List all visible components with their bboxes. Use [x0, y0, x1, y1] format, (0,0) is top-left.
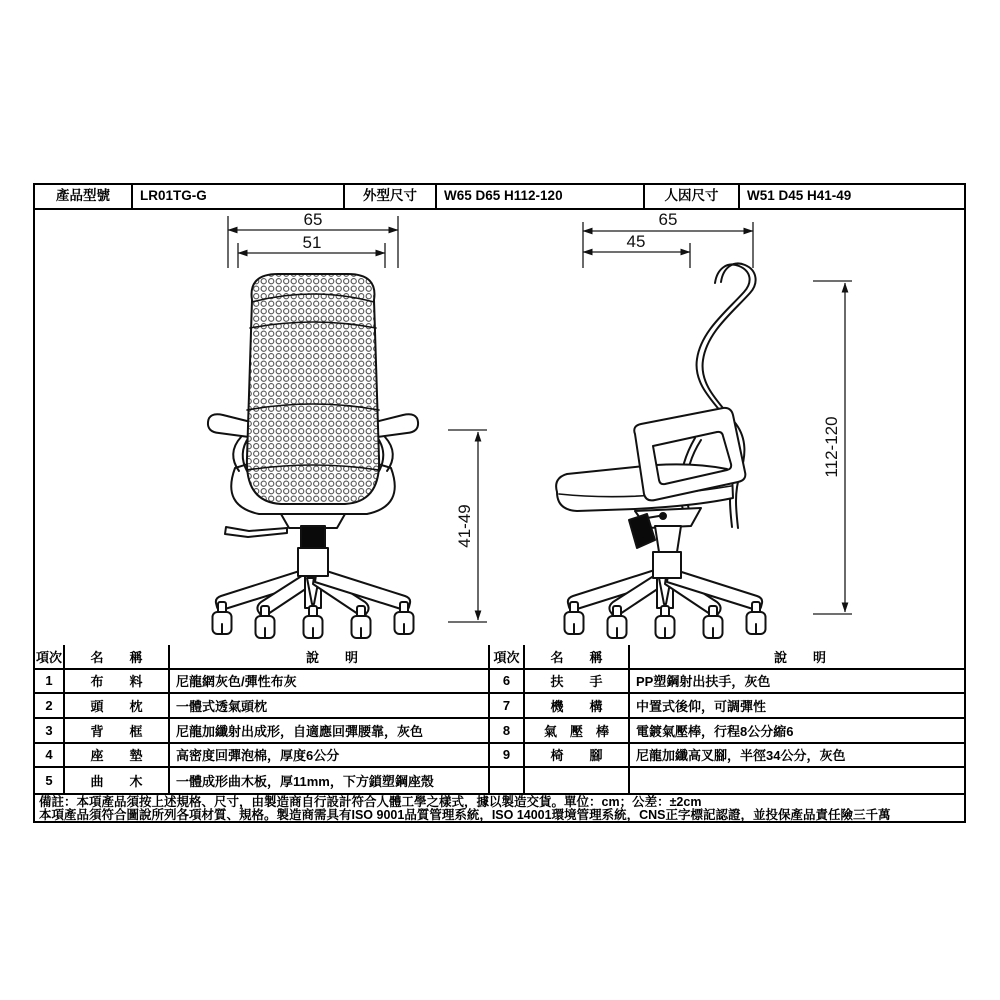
outer-size-value: W65 D65 H112-120: [437, 185, 645, 208]
seat-height-label: 41-49: [455, 504, 474, 548]
front-inner-width-label: 51: [302, 233, 322, 252]
row-no: 5: [35, 768, 65, 793]
row-desc: 一體成形曲木板，厚11mm，下方鎖塑鋼座殼: [170, 768, 490, 793]
row-name: 扶 手: [525, 670, 630, 693]
ergo-size-label: 人因尺寸: [645, 185, 740, 208]
row-desc: 尼龍加纖射出成形，自適應回彈腰靠，灰色: [170, 719, 490, 742]
row-desc: 電鍍氣壓棒，行程8公分縮6: [636, 723, 794, 739]
spec-table: [35, 645, 964, 793]
note-line-1: 備註：本項產品須按上述規格、尺寸，由製造商自行設計符合人體工學之樣式，據以製造交貨。單位：cm；公差：±2cm: [39, 795, 702, 809]
row-no: 6: [490, 670, 525, 693]
table-header-row: [35, 645, 490, 670]
row-desc: 一體式透氣頭枕: [170, 694, 490, 717]
row-no: 8: [490, 719, 525, 742]
row-no: 3: [35, 719, 65, 742]
side-view-chair-drawing: [556, 264, 765, 638]
outer-size-label: 外型尺寸: [345, 185, 437, 208]
row-desc: 中置式後仰，可調彈性: [636, 699, 767, 715]
table-header-row: [490, 645, 964, 670]
row-name: 座 墊: [65, 744, 170, 767]
product-model-value: LR01TG-G: [133, 185, 345, 208]
table-row-empty: [490, 768, 964, 793]
chair-drawings: [35, 210, 964, 645]
row-no: 9: [490, 744, 525, 767]
row-name: 椅 腳: [525, 744, 630, 767]
row-name: 機 構: [525, 694, 630, 717]
spec-sheet: [33, 183, 966, 823]
row-no: 2: [35, 694, 65, 717]
title-block: [35, 185, 964, 210]
note-line-2: 本項產品須符合圖說所列各項材質、規格。製造商需具有ISO 9001品質管理系統，ISO 14001環境管理系統，CNS正字標記認證，並投保產品責任險三千萬: [39, 808, 891, 821]
table-row: [35, 768, 490, 793]
row-desc: 尼龍加纖高叉腳，半徑34公分，灰色: [636, 748, 846, 764]
row-desc: [630, 768, 964, 793]
row-name: 布 料: [65, 670, 170, 693]
total-height-label: 112-120: [822, 416, 841, 478]
row-name: [525, 768, 630, 793]
table-row: [490, 719, 964, 744]
drawing-area: [35, 210, 964, 645]
col-header-name: 名 稱: [65, 645, 170, 668]
table-row: [35, 719, 490, 744]
table-row: [490, 744, 964, 769]
row-name: 曲 木: [65, 768, 170, 793]
row-name: 背 框: [65, 719, 170, 742]
side-outer-depth-label: 65: [658, 210, 678, 229]
table-row: [490, 694, 964, 719]
spec-table-left: [35, 645, 490, 793]
table-row: [35, 694, 490, 719]
row-desc: 高密度回彈泡棉，厚度6公分: [170, 744, 490, 767]
row-no: 7: [490, 694, 525, 717]
table-row: [35, 670, 490, 695]
front-outer-width-label: 65: [303, 210, 323, 229]
row-no: 1: [35, 670, 65, 693]
side-inner-depth-label: 45: [626, 232, 646, 251]
col-header-desc: 說 明: [170, 645, 490, 668]
row-desc: PP塑鋼射出扶手，灰色: [636, 674, 771, 690]
row-no: [490, 768, 525, 793]
product-model-label: 產品型號: [35, 185, 133, 208]
row-name: 頭 枕: [65, 694, 170, 717]
spec-table-right: [490, 645, 964, 793]
table-row: [490, 670, 964, 695]
col-header-item: 項次: [35, 645, 65, 668]
col-header-item: 項次: [490, 645, 525, 668]
row-no: 4: [35, 744, 65, 767]
table-row: [35, 744, 490, 769]
notes-block: [35, 793, 964, 821]
row-desc: 尼龍網灰色/彈性布灰: [170, 670, 490, 693]
row-name: 氣 壓 棒: [525, 719, 630, 742]
col-header-desc: 說 明: [773, 649, 826, 665]
col-header-name: 名 稱: [525, 645, 630, 668]
front-view-chair-drawing: [208, 274, 418, 638]
ergo-size-value: W51 D45 H41-49: [747, 188, 852, 203]
